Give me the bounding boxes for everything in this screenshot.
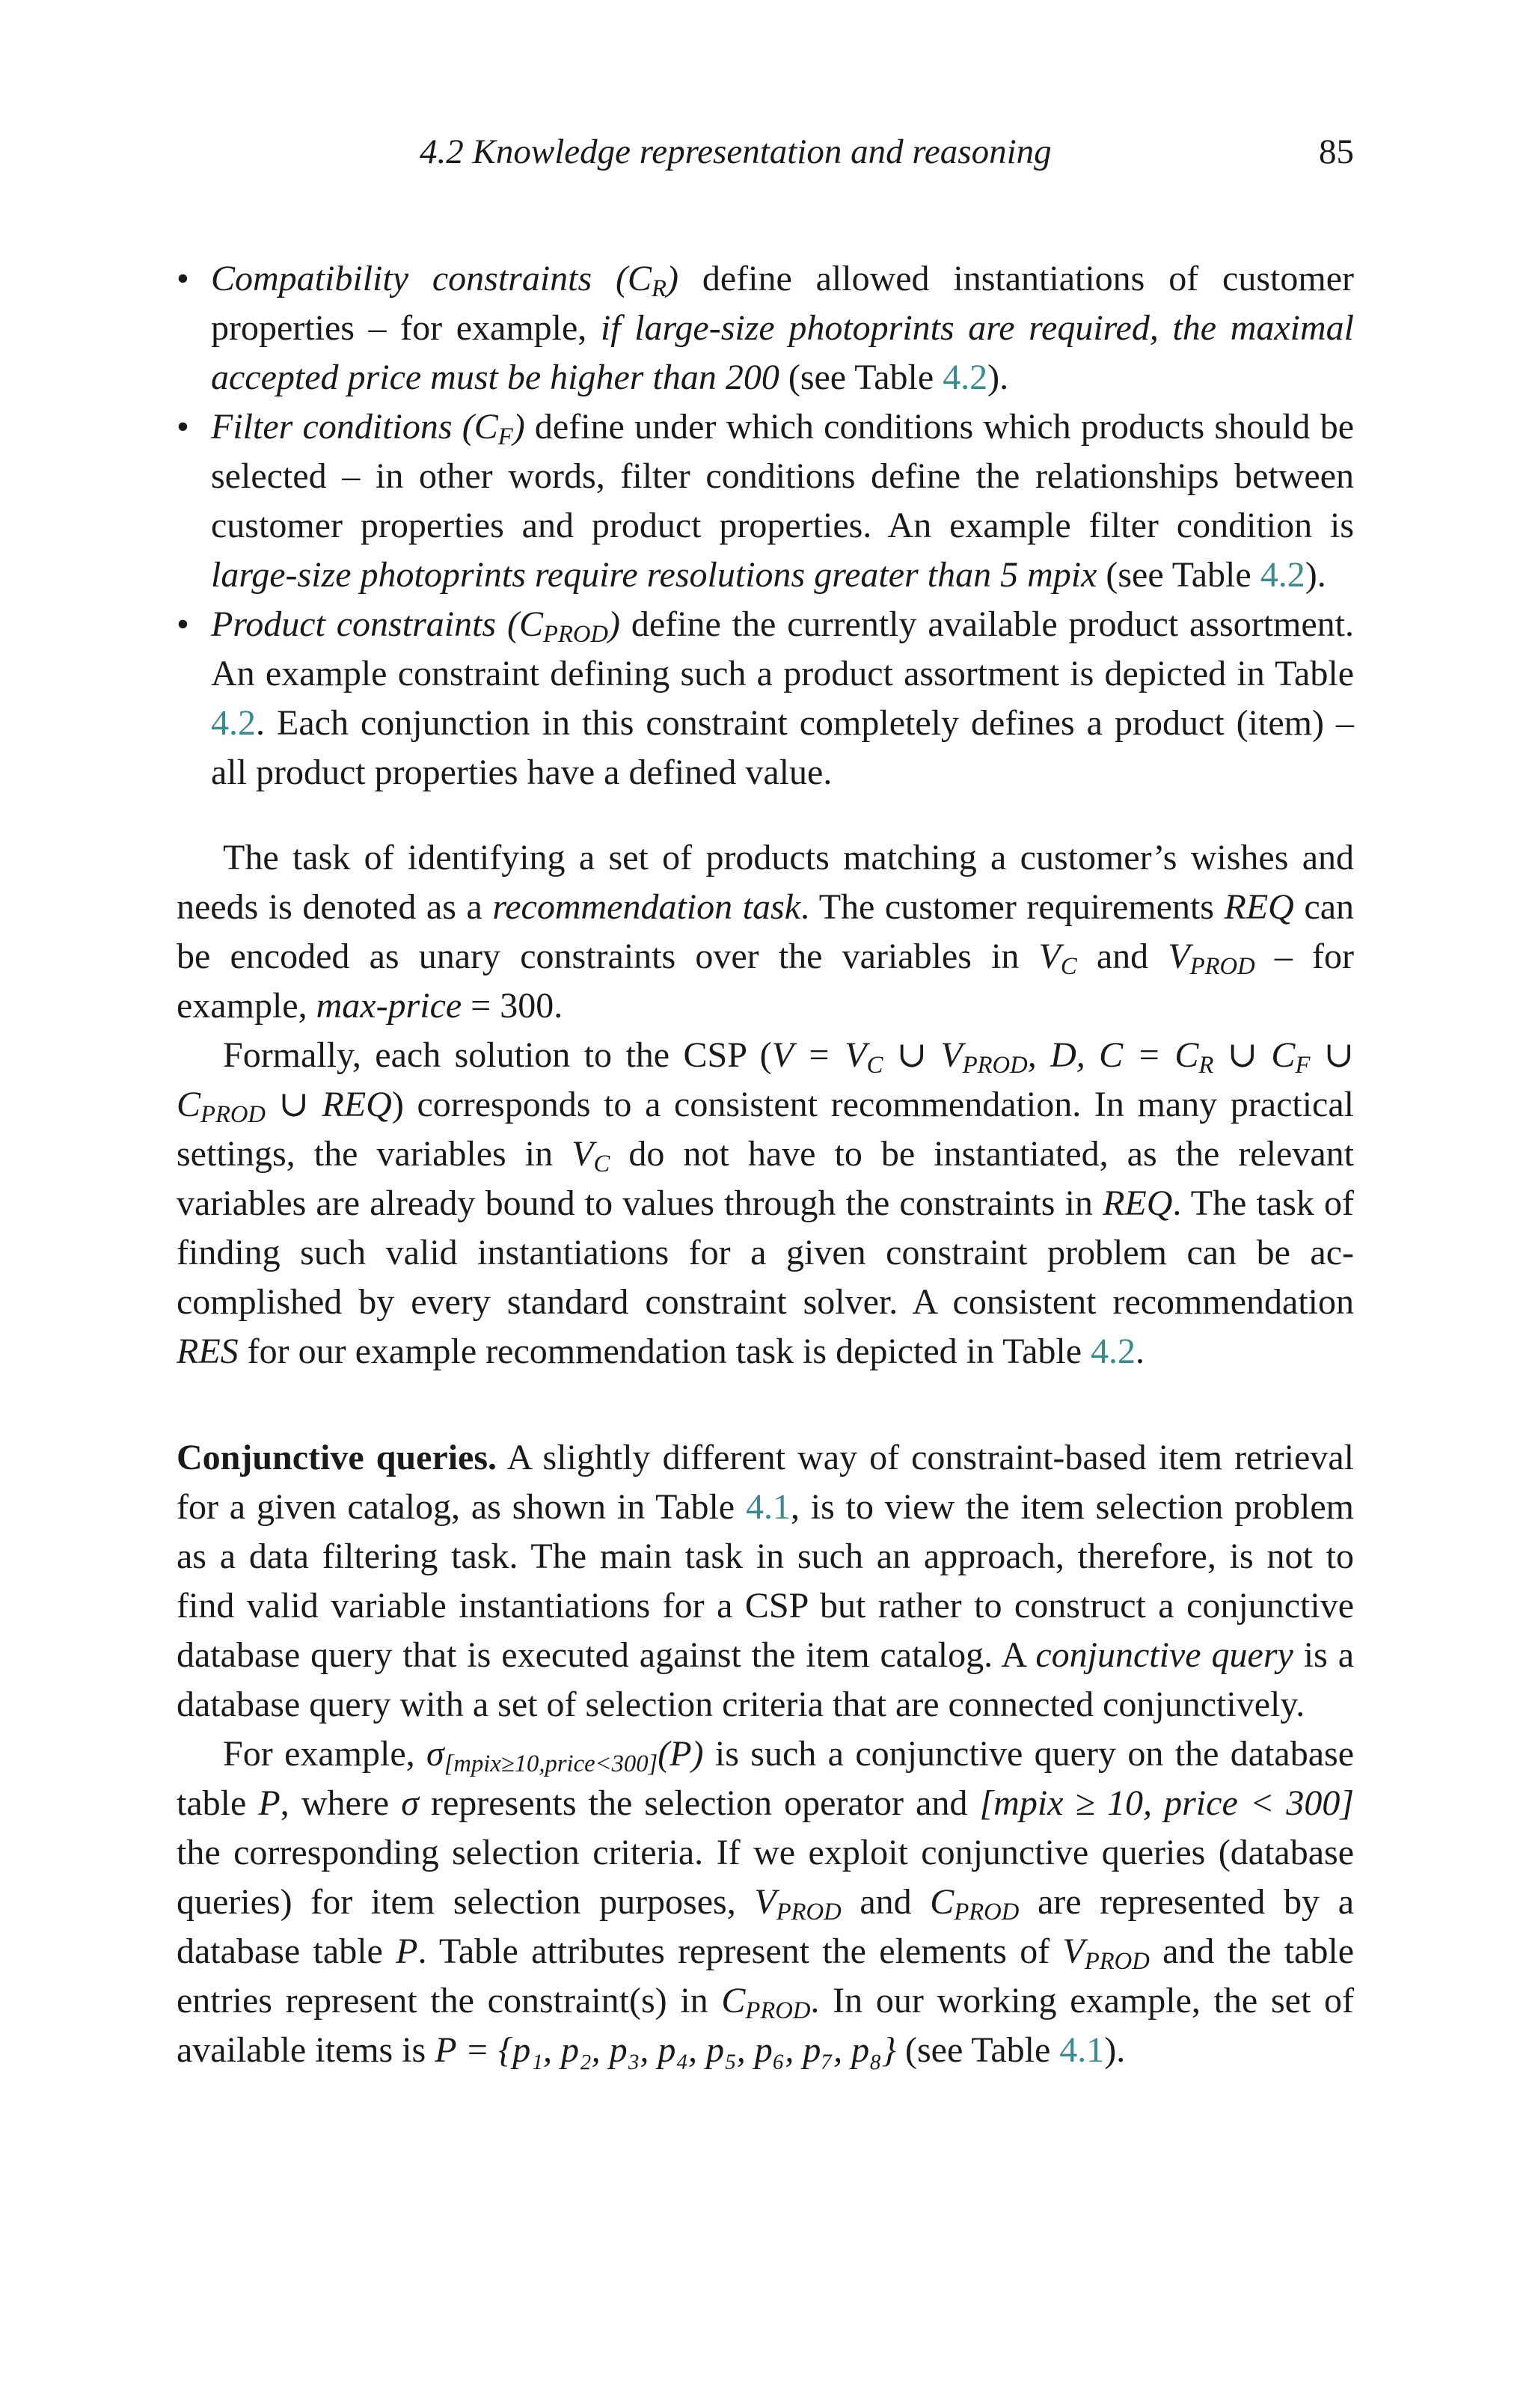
constraint-list — [177, 254, 1354, 797]
table-reference-link[interactable]: 4.2 — [1091, 1332, 1136, 1371]
list-item-compatibility: • Compatibility constraints $(C_R)$ define allowed instantiations of customer properties – for example, if large-size photoprints are required, the maximal accepted price must be higher than 200 (see Table 4.2). — [177, 254, 1354, 402]
list-item-filter: • Filter conditions $(C_F)$ define under which conditions which products should be selected – in other words, filter conditions define the relationships between customer properties and product properties. An example filter condition is large-size photoprints require resolutions greater than 5 mpix (see Table 4.2). — [177, 402, 1354, 600]
paragraph-recommendation-task: The task of identifying a set of products matching a customer’s wishes and needs is denoted as a recommendation task. The customer requirements REQ can be encoded as unary constraints over the variables in $V_C$ and $V_{PROD}$ – for example, max-price = 300. — [177, 838, 1355, 1026]
table-reference-link[interactable]: 4.2 — [211, 703, 256, 743]
table-reference-link[interactable]: 4.1 — [1059, 2030, 1105, 2070]
paragraph-query-example: For example, $\sigma_{[mpix\ge 10,price<300]}(P)$ is such a conjunctive query on the database table P, where σ represents the selection operator and [mpix ≥ 10, price < 300] the corresponding selection criteria. If we exploit conjunctive queries (database queries) for item selection purposes, $V_{PROD}$ and $C_{PROD}$ are represented by a database table P. Table attributes represent the elements of $V_{PROD}$ and the table entries represent the constraint(s) in $C_{PROD}$. In our working example, the set of available items is P = {p₁, p₂, p₃, p₄, p₅, p₆, p₇, p₈} (see Table 4.1). — [177, 1734, 1355, 2070]
paragraph-conjunctive-queries: Conjunctive queries. A slightly different way of constraint-based item retrieval for a given catalog, as shown in Table 4.1, is to view the item selection problem as a data filtering task. The main task in such an approach, therefore, is not to find valid variable instantiations for a CSP but rather to construct a conjunctive database query that is executed against the item catalog. A conjunctive query is a database query with a set of selection criteria that are connected conjunctively. — [177, 1438, 1355, 1724]
list-item-product: • Product constraints $(C_{PROD})$ define the currently available product assortment. An example constraint defining such a product assortment is depicted in Table 4.2. Each conjunction in this constraint completely defines a product (item) – all product properties have a defined value. — [177, 600, 1354, 797]
page-number: 85 — [1319, 132, 1354, 171]
table-reference-link[interactable]: 4.2 — [943, 358, 988, 397]
section-heading: Conjunctive queries. — [177, 1438, 497, 1477]
paragraph-csp-solution: Formally, each solution to the CSP ($V = V_C$ ∪ $V_{PROD}$, D, $C = C_R$ ∪ $C_F$ ∪ $C_{PROD}$ ∪ REQ) corresponds to a consistent recommendation. In many practical settings, the variables in $V_C$ do not have to be instantiated, as the relevant variables are already bound to values through the constraints in REQ. The task of finding such valid instantiations for a given constraint problem can be accomplished by every standard constraint solver. A consistent recommendation RES for our example recommendation task is depicted in Table 4.2. — [177, 1035, 1355, 1371]
page-header — [177, 126, 1354, 178]
body-text — [177, 254, 1354, 2075]
running-title: 4.2 Knowledge representation and reasoning — [420, 132, 1052, 171]
table-reference-link[interactable]: 4.2 — [1260, 555, 1305, 595]
table-reference-link[interactable]: 4.1 — [745, 1487, 791, 1527]
